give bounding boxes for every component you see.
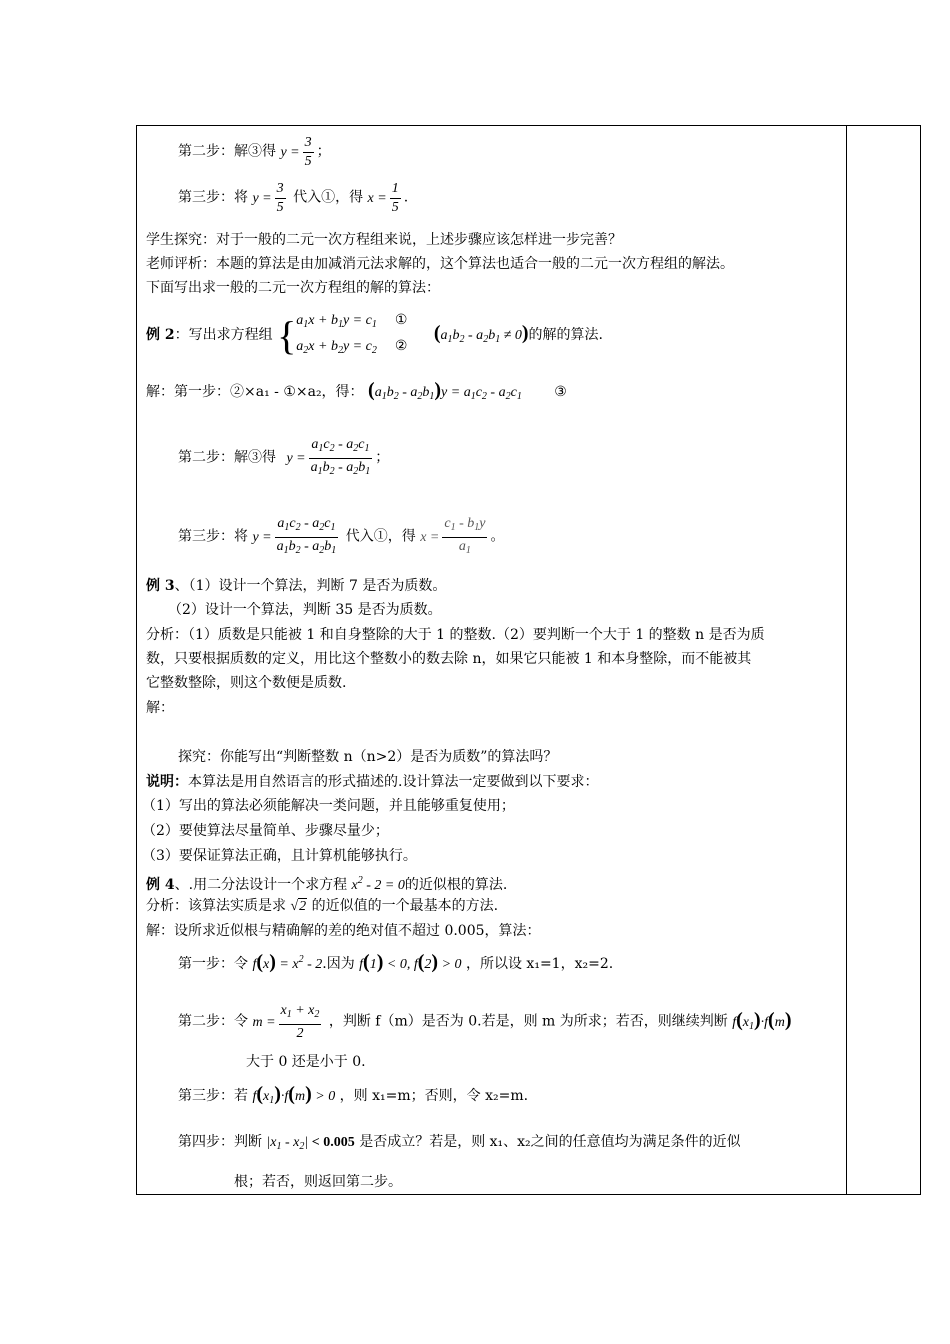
formula-y-3-5-b: y = $\frac{3}{5}$ [252,181,284,215]
formula-y-general: y = $\frac{a_1c_2 - a_2c_1}{a_1b_2 - a_2b_1}$ [286,437,371,477]
circle-3: ③ [554,384,567,400]
formula-fx: $f(x) = x^2 - 2$ [252,951,323,973]
step3-line: 第三步：将 y = $\frac{3}{5}$ 代入①，得 x = $\frac{1}{5}$ . [178,181,409,215]
step2-line: 第二步：解③得 y = $\frac{3}{5}$ ； [178,135,331,169]
explore-line: 探究：你能写出“判断整数 n（n>2）是否为质数”的算法吗？ [178,749,558,765]
solution-step1: 解：第一步：②×a₁ - ①×a₂，得： $(a_1b_2 - a_2b_1)y = a_1c_2 - a_2c_1$ ③ [146,379,567,402]
student-explore: 学生探究：对于一般的二元一次方程组来说，上述步骤应该怎样进一步完善？ [146,232,622,248]
requirement-1: （1）写出的算法必须能解决一类问题，并且能够重复使用； [142,798,515,814]
teacher-comment-1: 老师评析：本题的算法是由加减消元法求解的，这个算法也适合一般的二元一次方程组的解法。 [146,256,734,272]
formula-abs-diff: $|x_1 - x_2| < 0.005$ [266,1135,355,1152]
formula-eq3: $(a_1b_2 - a_2b_1)y = a_1c_2 - a_2c_1$ [368,379,522,402]
solution-label: 解： [146,700,174,716]
gen-step2: 第二步：解③得 y = $\frac{a_1c_2 - a_2c_1}{a_1b_2 - a_2b_1}$ ； [178,437,390,477]
formula-fx1-fm: $f(x_1)\cdot f(m)$ [732,1008,792,1032]
analysis-1: 分析：（1）质数是只能被 1 和自身整除的大于 1 的整数.（2）要判断一个大于 1 的整数 n 是否为质 [146,627,765,643]
formula-y-general-b: y = $\frac{a_1c_2 - a_2c_1}{a_1b_2 - a_2b_1}$ [252,516,337,556]
example3-part1: 例 3、（1）设计一个算法，判断 7 是否为质数。 [146,578,447,594]
bisect-step1: 第一步：令 $f(x) = x^2 - 2$.因为 f(1) < 0, f(2) > 0 ，所以设 x₁=1，x₂=2. [178,951,614,973]
bisect-step3: 第三步：若 $f(x_1)\cdot f(m) > 0$ ，则 x₁=m；否则，令 x₂=m. [178,1083,529,1106]
example2-line: 例 2：写出求方程组 {$a_1x + b_1y = c_1$ ① $a_2x + b_2y = c_2$ ② $(a_1b_2 - a_2b_1 \ne 0)$的解的算法. [146,313,603,358]
bisect-step2-cont: 大于 0 还是小于 0. [246,1054,366,1070]
condition-formula: $(a_1b_2 - a_2b_1 \ne 0)$ [433,322,529,346]
gen-step3: 第三步：将 y = $\frac{a_1c_2 - a_2c_1}{a_1b_2 - a_2b_1}$ 代入①，得 x = $\frac{c_1 - b_1y}{a_1}$ 。 [178,516,505,556]
analysis-3: 它整数整除，则这个数便是质数. [146,675,347,691]
solution4: 解：设所求近似根与精确解的差的绝对值不超过 0.005，算法： [146,923,541,939]
column-divider [846,125,847,1195]
equation-system: {$a_1x + b_1y = c_1$ ① $a_2x + b_2y = c_2$ ② [277,313,408,358]
formula-x-general: x = $\frac{c_1 - b_1y}{a_1}$ [420,516,486,556]
formula-fx1-fm-gt0: $f(x_1)\cdot f(m) > 0$ [252,1083,336,1106]
note-line: 说明：本算法是用自然语言的形式描述的.设计算法一定要做到以下要求： [146,774,599,790]
example4-line: 例 4、.用二分法设计一个求方程 $x^2 - 2 = 0$的近似根的算法. [146,875,508,893]
teacher-comment-2: 下面写出求一般的二元一次方程组的解的算法： [146,280,440,296]
formula-m-mid: m = $\frac{x_1 + x_2}{2}$ [252,1003,320,1041]
bisect-step2: 第二步：令 m = $\frac{x_1 + x_2}{2}$ ，判断 f（m）是否为 0.若是，则 m 为所求；若否，则继续判断 $f(x_1)\cdot f(m)$ [178,1003,792,1041]
bisect-step4-cont: 根；若否，则返回第二步。 [234,1174,402,1190]
requirement-2: （2）要使算法尽量简单、步骤尽量少； [142,823,389,839]
analysis-4: 分析：该算法实质是求 √2 的近似值的一个最基本的方法. [146,898,499,914]
bisect-step4: 第四步：判断 $|x_1 - x_2| < 0.005$ 是否成立？若是，则 x₁、x₂之间的任意值均为满足条件的近似 [178,1134,741,1152]
formula-x-1-5: x = $\frac{1}{5}$ [367,181,399,215]
example3-part2: （2）设计一个算法，判断 35 是否为质数。 [168,602,442,618]
analysis-2: 数，只要根据质数的定义，用比这个整数小的数去除 n，如果它只能被 1 和本身整除，而不能被其 [146,651,752,667]
formula-f1-f2: f(1) < 0, f(2) > 0 [359,951,462,973]
formula-x2-minus-2: $x^2 - 2 = 0$ [351,875,405,893]
formula-sqrt2: √2 [290,899,307,914]
formula-y-3-5: y = $\frac{3}{5}$ [280,135,312,169]
requirement-3: （3）要保证算法正确，且计算机能够执行。 [142,848,417,864]
